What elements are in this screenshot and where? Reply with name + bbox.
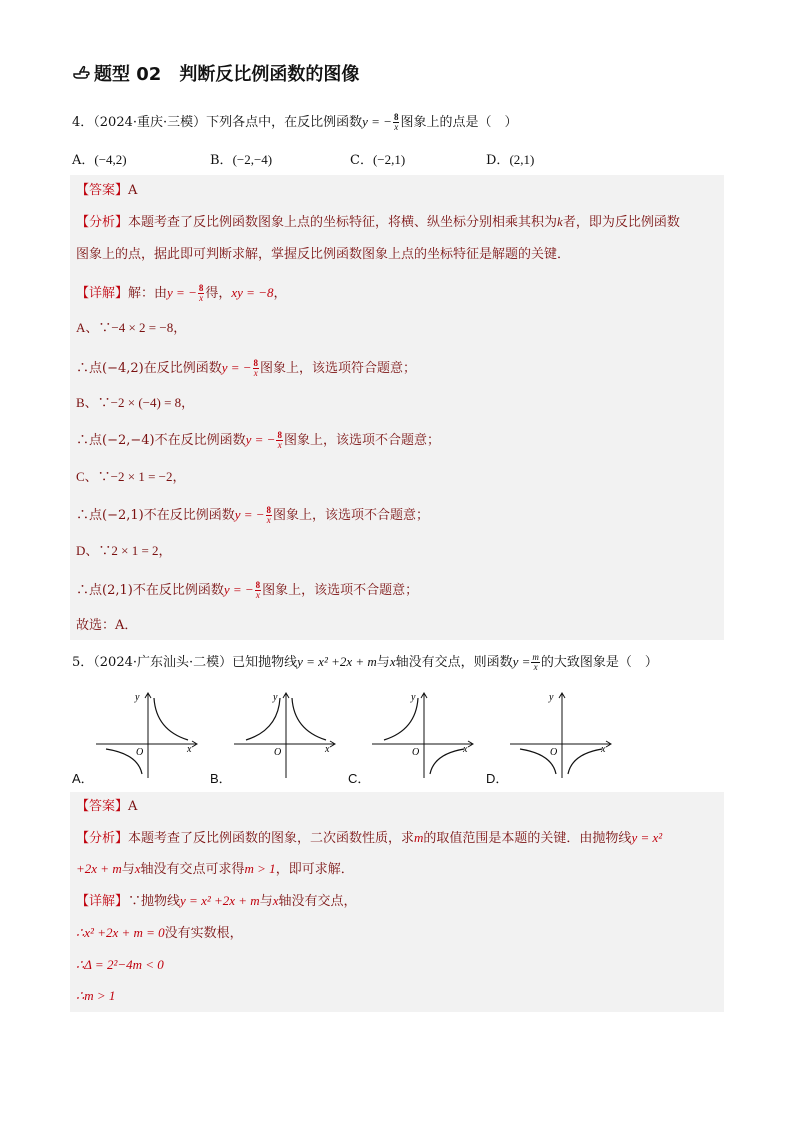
q5-detail-line-1: 【详解】∵抛物线y = x² +2x + m与x轴没有交点，: [76, 893, 357, 909]
q4-option-b: B．(−2,−4): [210, 152, 273, 168]
q4-detail-row-c-conclusion: ∴点(−2,1)不在反比例函数y = − $\frac{8}{x}$ 图象上，该选项不合题意；: [76, 505, 430, 525]
svg-text:O: O: [412, 747, 420, 758]
q4-detail-row-a-conclusion: ∴点(−4,2)在反比例函数y = − $\frac{8}{x}$ 图象上，该选项符合题意；: [76, 358, 417, 378]
svg-text:y: y: [549, 692, 554, 703]
q4-analysis-line-2: 图象上的点，据此即可判断求解，掌握反比例函数图象上点的坐标特征是解题的关键．: [76, 247, 571, 262]
q5-graph-d: [506, 688, 616, 780]
svg-text:O: O: [550, 747, 558, 758]
q4-option-d: D．(2,1): [486, 152, 535, 168]
svg-text:x: x: [187, 744, 192, 755]
q4-detail-row-b: B、∵−2 × (−4) = 8，: [76, 395, 195, 410]
q5-analysis-line-1: 【分析】本题考查了反比例函数的图象，二次函数性质，求m的取值范围是本题的关键．由抛物线y = x²: [76, 830, 663, 846]
q5-detail-line-2: ∴x² +2x + m = 0没有实数根，: [76, 925, 243, 941]
curve-quadrant-2: [246, 698, 280, 740]
q4-analysis-line-1: 【分析】本题考查了反比例函数图象上点的坐标特征，将横、纵坐标分别相乘其积为k者，即为反比例函数: [76, 214, 680, 230]
section-number: 题型 02: [94, 64, 162, 85]
q4-fraction: $\frac{8}{x}$: [393, 112, 399, 132]
q5-graph-b: [230, 688, 340, 780]
q4-detail-row-c: C、∵−2 × 1 = −2，: [76, 469, 186, 484]
q4-detail-row-d: D、∵2 × 1 = 2，: [76, 543, 172, 558]
q4-detail-line-1: 【详解】解：由y = − $\frac{8}{x}$ 得，xy = −8，: [76, 283, 287, 303]
q5-analysis-line-2: +2x + m与x轴没有交点可求得m > 1，即可求解．: [76, 861, 354, 877]
q5-stem: 5．（2024·广东汕头·二模）已知抛物线y = x² +2x + m与x轴没有交点，则函数y = $\frac{m}{x}$ 的大致图象是（ ）: [72, 652, 658, 672]
q5-graph-a: [92, 688, 202, 780]
q4-conclusion: 故选：A．: [76, 618, 138, 633]
q4-option-a: A．(−4,2): [72, 152, 127, 168]
svg-text:x: x: [601, 744, 606, 755]
curve-quadrant-1: [154, 698, 188, 740]
curve-quadrant-2: [384, 698, 418, 740]
curve-quadrant-4: [430, 749, 464, 774]
q5-graph-label-a: A．: [72, 771, 94, 786]
svg-text:O: O: [136, 747, 144, 758]
curve-quadrant-1: [292, 698, 326, 740]
q4-stem: 4．（2024·重庆·三模）下列各点中，在反比例函数y = − $\frac{8}{x}$ 图象上的点是（ ）: [72, 112, 518, 132]
q4-detail-row-a: A、∵−4 × 2 = −8，: [76, 320, 187, 335]
svg-text:x: x: [325, 744, 330, 755]
svg-text:O: O: [274, 747, 282, 758]
svg-text:y: y: [135, 692, 140, 703]
q5-detail-line-3: ∴Δ = 2²−4m < 0: [76, 957, 164, 972]
q5-answer: 【答案】A: [76, 799, 138, 814]
q4-detail-row-d-conclusion: ∴点(2,1)不在反比例函数y = − $\frac{8}{x}$ 图象上，该选项不合题意；: [76, 580, 419, 600]
pointing-hand-icon: [72, 63, 92, 83]
curve-quadrant-4: [568, 749, 602, 774]
q4-detail-row-b-conclusion: ∴点(−2,−4)不在反比例函数y = − $\frac{8}{x}$ 图象上，该选项不合题意；: [76, 430, 440, 450]
svg-text:x: x: [463, 744, 468, 755]
q4-answer: 【答案】A: [76, 183, 138, 198]
q4-option-c: C．(−2,1): [350, 152, 406, 168]
section-heading: [72, 62, 359, 88]
q5-graph-label-c: C．: [348, 771, 371, 786]
svg-text:y: y: [273, 692, 278, 703]
svg-text:y: y: [411, 692, 416, 703]
q5-graph-label-d: D．: [486, 771, 509, 786]
q5-graph-label-b: B．: [210, 771, 232, 786]
section-title: 判断反比例函数的图像: [179, 64, 360, 85]
q5-graph-c: [368, 688, 478, 780]
q5-detail-line-4: ∴m > 1: [76, 988, 116, 1003]
